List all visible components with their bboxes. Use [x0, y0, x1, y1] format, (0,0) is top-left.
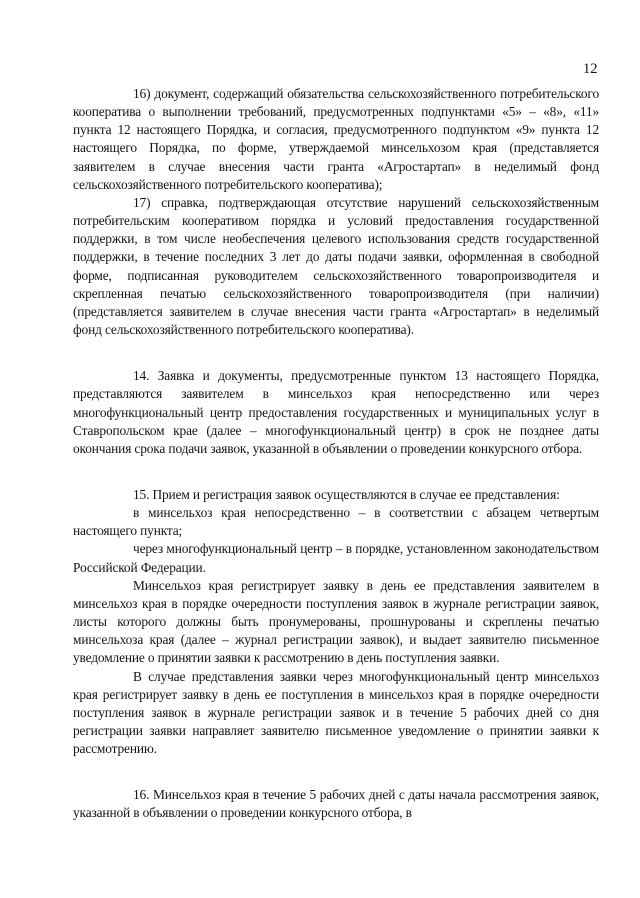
paragraph-section-15-registration: Минсельхоз края регистрирует заявку в день ее представления заявителем в минсельхоз края в порядке очередности поступления заявок в журнале регистрации заявок, листы которого должны быть пронумерованы, прошнурованы и скреплены печатью минсельхоза края (далее – журнал регистрации заявок), и выдает заявителю письменное уведомление о принятии заявки к рассмотрению в день поступления заявки.	[73, 577, 599, 666]
paragraph-section-16: 16. Минсельхоз края в течение 5 рабочих дней с даты начала рассмотрения заявок, указанной в объявлении о проведении конкурсного отбора, в	[73, 787, 599, 821]
paragraph-section-15: 15. Прием и регистрация заявок осуществляются в случае ее представления:	[133, 486, 560, 502]
page-number: 12	[583, 61, 598, 77]
paragraph-item-17: 17) справка, подтверждающая отсутствие нарушений сельскохозяйственным потребительским кооперативом порядка и условий предоставления государственной поддержки, в том числе необеспечения целевого использования средств государственной поддержки, в течение последних 3 лет до даты подачи заявки, оформленная в свободной форме, подписанная руководителем сельскохозяйственного товаропроизводителя и скрепленная печатью сельскохозяйственного товаропроизводителя (при наличии) (представляется заявителем в случае внесения части гранта «Агростартап» в неделимый фонд сельскохозяйственного потребительского кооператива).	[73, 194, 599, 338]
paragraph-section-14: 14. Заявка и документы, предусмотренные пунктом 13 настоящего Порядка, представляются заявителем в минсельхоз края непосредственно или через многофункциональный центр предоставления государственных и муниципальных услуг в Ставропольском крае (далее – многофункциональный центр) в срок не позднее даты окончания срока подачи заявок, указанной в объявлении о проведении конкурсного отбора.	[73, 368, 599, 456]
paragraph-item-16: 16) документ, содержащий обязательства сельскохозяйственного потребительского кооператива о выполнении требований, предусмотренных подпунктами «5» – «8», «11» пункта 12 настоящего Порядка, и согласия, предусмотренного подпунктом «9» пункта 12 настоящего Порядка, по форме, утверждаемой минсельхозом края (представляется заявителем в случае внесения части гранта «Агростартап» в неделимый фонд сельскохозяйственного потребительского кооператива);	[73, 86, 599, 192]
document-body	[73, 85, 599, 823]
paragraph-section-15-mfc: через многофункциональный центр – в порядке, установленном законодательством Российской Федерации.	[73, 541, 599, 575]
paragraph-section-15-direct: в минсельхоз края непосредственно – в соответствии с абзацем четвертым настоящего пункта;	[73, 505, 599, 539]
paragraph-section-15-mfc-registration: В случае представления заявки через многофункциональный центр минсельхоз края регистрирует заявку в день ее поступления в минсельхоз края в порядке очередности поступления заявок в журнале регистрации заявок и в течение 5 рабочих дней со дня регистрации заявки направляет заявителю письменное уведомление о принятии заявки к рассмотрению.	[73, 668, 599, 757]
